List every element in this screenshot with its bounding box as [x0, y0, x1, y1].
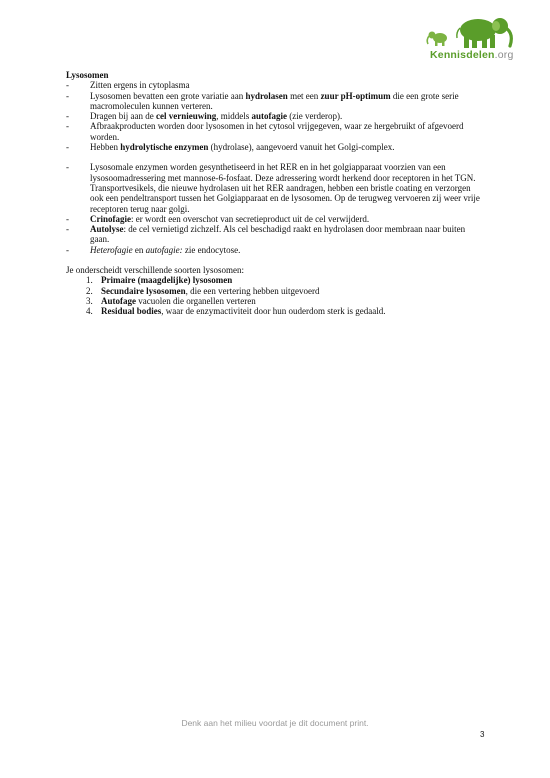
- bold-term: Primaire (maagdelijke) lysosomen: [101, 275, 233, 286]
- bold-term: Crinofagie: [90, 213, 131, 224]
- text-run: Dragen bij aan de: [90, 111, 156, 122]
- dash-bullet: -: [66, 90, 69, 101]
- logo-suffix: .org: [494, 49, 514, 61]
- dash-bullet: -: [66, 213, 69, 224]
- bold-term: zuur pH-optimum: [320, 90, 391, 101]
- list-item: [66, 111, 486, 121]
- list-item: [66, 224, 486, 245]
- text-run: , middels: [216, 111, 252, 122]
- properties-list: [66, 80, 486, 152]
- text-run: [101, 275, 232, 285]
- list-number: 1.: [86, 275, 93, 286]
- italic-term: autofagie:: [145, 244, 183, 255]
- bold-term: hydrolytische enzymen: [120, 142, 209, 153]
- list-item: [66, 121, 486, 142]
- text-run: Lysosomen bevatten een grote variatie aan: [90, 90, 246, 101]
- footer-note: Denk aan het milieu voordat je dit document print.: [181, 718, 369, 728]
- list-number: 4.: [86, 306, 93, 317]
- text-run: Afbraakproducten worden door lysosomen in het cytosol vrijgegeven, waar ze hergebruikt of afgevoerd worden.: [90, 121, 464, 142]
- list-item: [66, 80, 486, 90]
- dash-bullet: -: [66, 111, 69, 122]
- dash-bullet: -: [66, 142, 69, 153]
- page-number: 3: [480, 730, 485, 739]
- bold-term: Secundaire lysosomen: [101, 285, 186, 296]
- list-number: 3.: [86, 295, 93, 306]
- italic-term: Heterofagie: [90, 244, 133, 255]
- text-run: Zitten ergens in cytoplasma: [90, 80, 190, 91]
- text-run: die een grote serie macromoleculen kunnen verteren.: [90, 90, 459, 111]
- text-run: [101, 296, 136, 306]
- logo-text: [430, 49, 514, 61]
- text-run: (zie verderop).: [286, 111, 343, 122]
- text-run: [101, 286, 186, 296]
- bold-term: hydrolasen: [245, 90, 288, 101]
- list-item: [66, 296, 486, 306]
- text-run: [101, 306, 161, 316]
- bold-term: Autofage: [101, 295, 136, 306]
- bold-term: cel vernieuwing: [155, 111, 217, 122]
- text-run: zie endocytose.: [182, 244, 241, 255]
- list-number: 2.: [86, 285, 93, 296]
- spacer: [66, 255, 486, 265]
- dash-bullet: -: [66, 121, 69, 132]
- bold-term: autofagie: [251, 111, 287, 122]
- text-run: , die een vertering hebben uitgevoerd: [185, 285, 320, 296]
- dash-bullet: -: [66, 162, 69, 173]
- list-item: [66, 245, 486, 255]
- list-item: [66, 306, 486, 316]
- logo-name: Kennisdelen: [430, 49, 495, 61]
- text-run: : er wordt een overschot van secretieproduct uit de cel verwijderd.: [131, 213, 370, 224]
- text-run: (hydrolase), aangevoerd vanuit het Golgi-complex.: [208, 142, 395, 153]
- text-run: en: [132, 244, 146, 255]
- dash-bullet: -: [66, 244, 69, 255]
- kennisdelen-logo[interactable]: [420, 16, 538, 66]
- types-intro: Je onderscheidt verschillende soorten lysosomen:: [66, 265, 244, 276]
- list-item: [66, 275, 486, 285]
- list-item: [66, 91, 486, 112]
- text-run: met een: [287, 90, 321, 101]
- list-item: [66, 142, 486, 152]
- lysosome-types-list: [66, 275, 486, 316]
- list-item: [66, 162, 486, 213]
- spacer: [66, 152, 486, 162]
- list-item: [66, 286, 486, 296]
- section-heading: Lysosomen: [66, 70, 109, 80]
- text-run: , waar de enzymactiviteit door hun ouderdom sterk is gedaald.: [161, 306, 386, 317]
- text-run: : de cel vernietigd zichzelf. Als cel beschadigd raakt en hydrolasen door membraan naar buiten gaan.: [90, 224, 466, 245]
- details-list: [66, 162, 486, 255]
- elephant-icon: [420, 16, 538, 50]
- text-run: vacuolen die organellen verteren: [136, 295, 256, 306]
- dash-bullet: -: [66, 80, 69, 91]
- text-run: Hebben: [90, 142, 121, 153]
- bold-term: Autolyse: [90, 224, 124, 235]
- document-content: [66, 70, 486, 317]
- bold-term: Residual bodies: [101, 306, 162, 317]
- dash-bullet: -: [66, 224, 69, 235]
- text-run: Lysosomale enzymen worden gesynthetiseerd in het RER en in het golgiapparaat voorzien van een lysosoomadressering met mannose-6-fosfaat. Deze adressering wordt herkend door receptoren in het TGN. Transportvesikels, die nieuwe hydrolasen uit het RER aandragen, hebben een bristle coating en verzorgen ook een pendeltransport tussen het Golgiapparaat en de lysosomen. Op de terugweg vervoeren zij weer vrije receptoren terug naar golgi.: [90, 162, 480, 214]
- list-item: [66, 214, 486, 224]
